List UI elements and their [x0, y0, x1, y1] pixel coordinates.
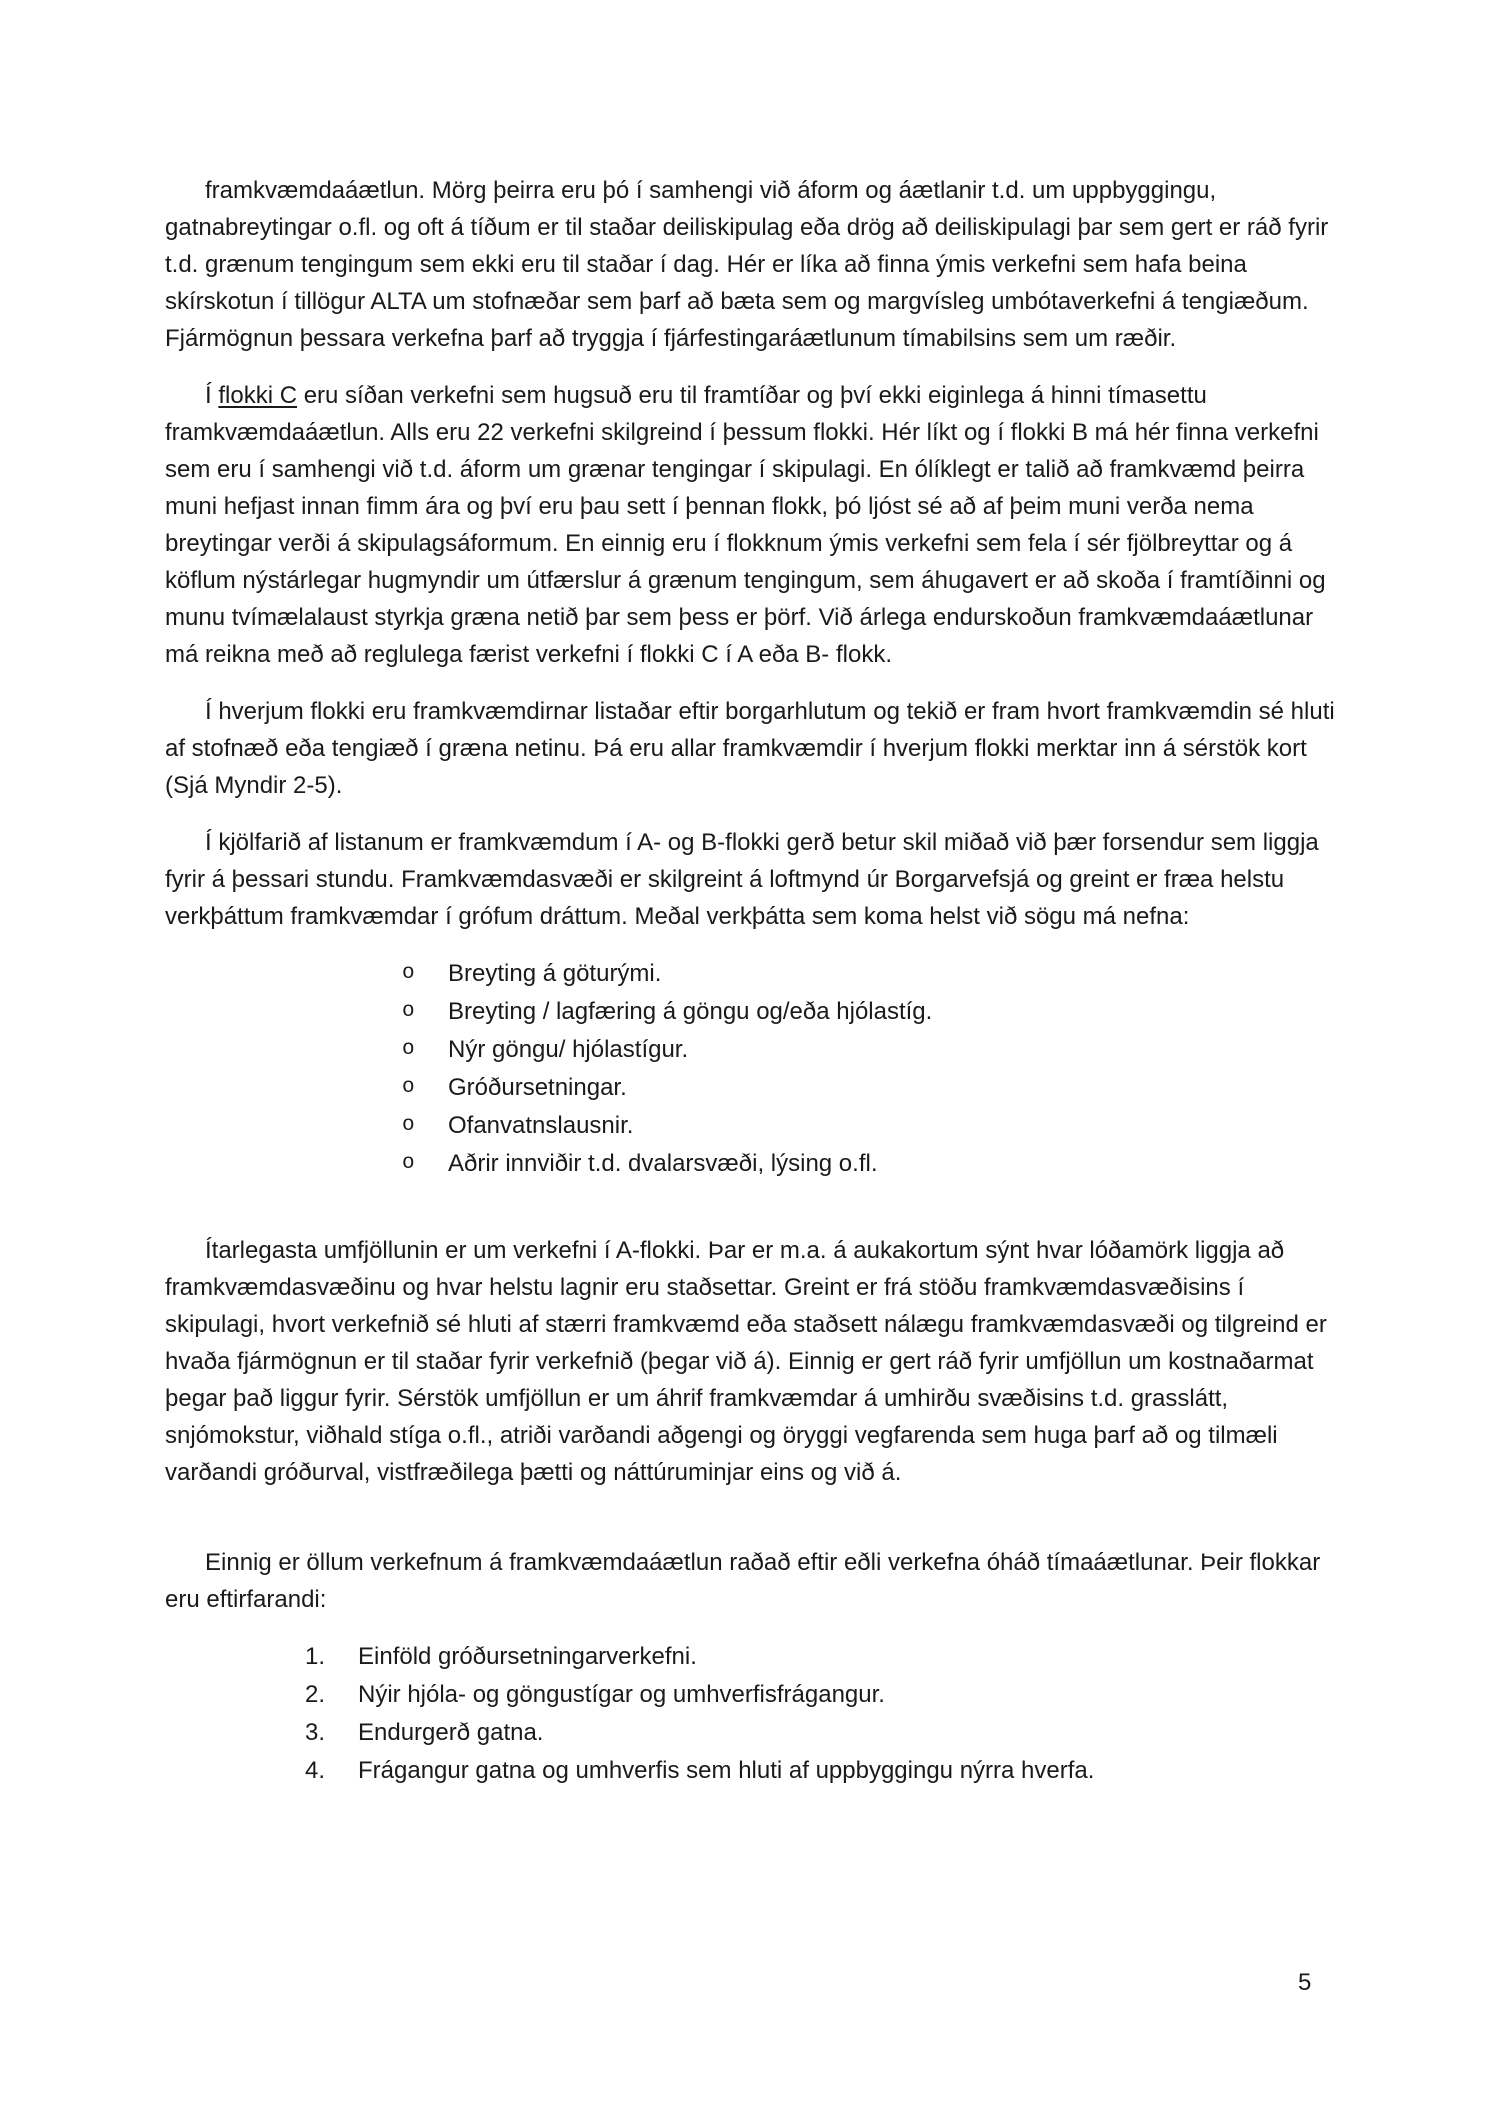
numbered-item: Nýir hjóla- og göngustígar og umhverfisfrágangur. [358, 1681, 885, 1708]
numbered-item: Einföld gróðursetningarverkefni. [358, 1643, 697, 1670]
page-number: 5 [1298, 1969, 1312, 1996]
paragraph-2-prefix: Í [205, 382, 219, 409]
paragraph-3: Í hverjum flokki eru framkvæmdirnar listaðar eftir borgarhlutum og tekið er fram hvort framkvæmdin sé hluti af stofnæð eða tengiæð í græna netinu. Þá eru allar framkvæmdir í hverjum flokki merktar inn á sérstök kort (Sjá Myndir 2-5). [165, 698, 1335, 799]
bullet-item: o Breyting / lagfæring á göngu og/eða hjólastíg. [448, 993, 1340, 1030]
numbered-item: Endurgerð gatna. [358, 1719, 544, 1746]
paragraph-1: framkvæmdaáætlun. Mörg þeirra eru þó í samhengi við áform og áætlanir t.d. um uppbyggingu, gatnabreytingar o.fl. og oft á tíðum er til staðar deiliskipulag eða drög að deiliskipulagi þar sem gert er ráð fyrir t.d. grænum tengingum sem ekki eru til staðar í dag. Hér er líka að finna ýmis verkefni sem hafa beina skírskotun í tillögur ALTA um stofnæðar sem þarf að bæta sem og margvísleg umbótaverkefni á tengiæðum. Fjármögnun þessara verkefna þarf að tryggja í fjárfestingaráætlunum tímabilsins sem um ræðir. [165, 177, 1329, 352]
bullet-item: o Aðrir innviðir t.d. dvalarsvæði, lýsing o.fl. [448, 1145, 1340, 1182]
paragraph-6: Einnig er öllum verkefnum á framkvæmdaáætlun raðað eftir eðli verkefna óháð tímaáætlunar. Þeir flokkar eru eftirfarandi: [165, 1549, 1321, 1613]
paragraph-2 [165, 377, 1340, 673]
paragraph-4: Í kjölfarið af listanum er framkvæmdum í A- og B-flokki gerð betur skil miðað við þær forsendur sem liggja fyrir á þessari stundu. Framkvæmdasvæði er skilgreint á loftmynd úr Borgarvefsjá og greint er fræa helstu verkþáttum framkvæmdar í grófum dráttum. Meðal verkþátta sem koma helst við sögu má nefna: [165, 829, 1319, 930]
body-text [165, 172, 1340, 1809]
numbered-list [165, 1638, 1340, 1789]
bullet-list [165, 955, 1340, 1182]
bullet-item: o Breyting á göturými. [448, 955, 1340, 992]
bullet-item: o Ofanvatnslausnir. [448, 1107, 1340, 1144]
paragraph-5: Ítarlegasta umfjöllunin er um verkefni í A-flokki. Þar er m.a. á aukakortum sýnt hvar lóðamörk liggja að framkvæmdasvæðinu og hvar helstu lagnir eru staðsettar. Greint er frá stöðu framkvæmdasvæðisins í skipulagi, hvort verkefnið sé hluti af stærri framkvæmd eða staðsett nálægu framkvæmdasvæði og tilgreind er hvaða fjármögnun er til staðar fyrir verkefnið (þegar við á). Einnig er gert ráð fyrir umfjöllun um kostnaðarmat þegar það liggur fyrir. Sérstök umfjöllun er um áhrif framkvæmdar á umhirðu svæðisins t.d. grasslátt, snjómokstur, viðhald stíga o.fl., atriði varðandi aðgengi og öryggi vegfarenda sem huga þarf að og tilmæli varðandi gróðurval, vistfræðilega þætti og náttúruminjar eins og við á. [165, 1237, 1327, 1486]
bullet-item: o Gróðursetningar. [448, 1069, 1340, 1106]
underlined-term-flokki-c: flokki C [218, 382, 298, 409]
bullet-item: o Nýr göngu/ hjólastígur. [448, 1031, 1340, 1068]
numbered-item: Frágangur gatna og umhverfis sem hluti af uppbyggingu nýrra hverfa. [358, 1757, 1095, 1784]
paragraph-2-rest: eru síðan verkefni sem hugsuð eru til framtíðar og því ekki eiginlega á hinni tímasettu framkvæmdaáætlun. Alls eru 22 verkefni skilgreind í þessum flokki. Hér líkt og í flokki B má hér finna verkefni sem eru í samhengi við t.d. áform um grænar tengingar í skipulagi. En ólíklegt er talið að framkvæmd þeirra muni hefjast innan fimm ára og því eru þau sett í þennan flokk, þó ljóst sé að af þeim muni verða nema breytingar verði á skipulagsáformum. En einnig eru í flokknum ýmis verkefni sem fela í sér fjölbreyttar og á köflum nýstárlegar hugmyndir um útfærslur á grænum tengingum, sem áhugavert er að skoða í framtíðinni og munu tvímælalaust styrkja græna netið þar sem þess er þörf. Við árlega endurskoðun framkvæmdaáætlunar má reikna með að reglulega færist verkefni í flokki C í A eða B- flokk. [165, 382, 1326, 668]
